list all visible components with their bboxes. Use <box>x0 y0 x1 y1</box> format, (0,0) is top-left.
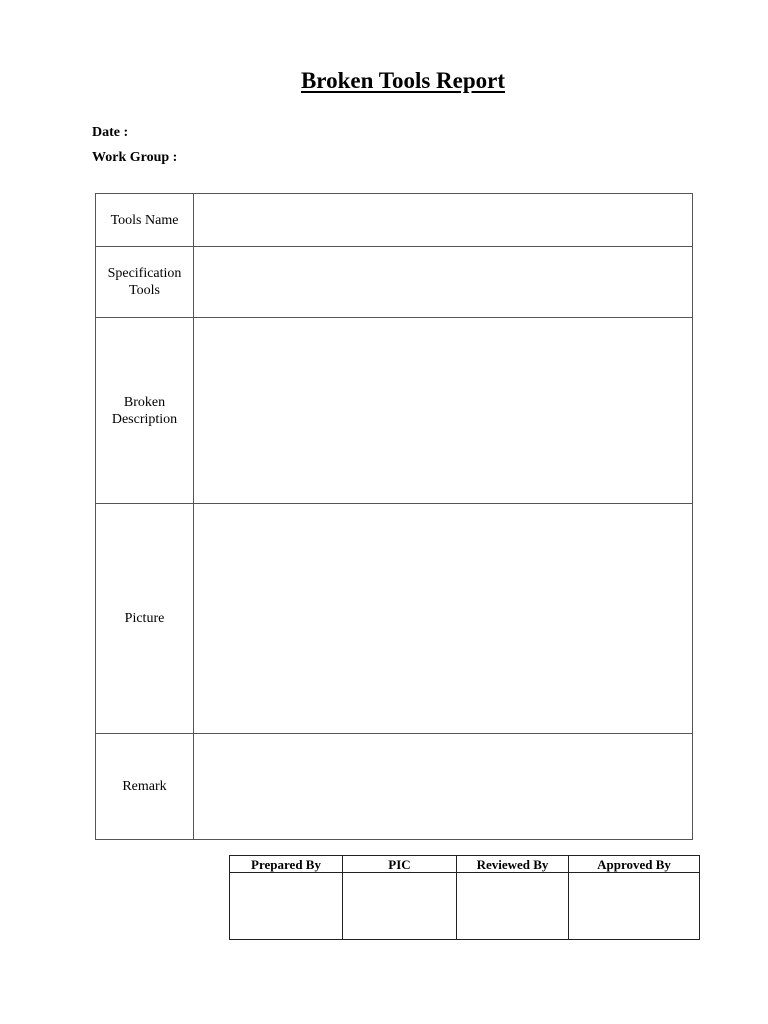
remark-field[interactable] <box>194 734 693 840</box>
row-broken-description <box>96 318 693 504</box>
specification-tools-label <box>96 247 194 318</box>
broken-description-label-line2: Description <box>111 411 178 427</box>
specification-tools-label-line1: Specification <box>107 266 182 281</box>
tools-name-label-line1: Tools Name <box>110 212 179 228</box>
signature-header-row <box>230 856 700 873</box>
broken-description-label <box>96 318 194 504</box>
broken-description-label-line1: Broken <box>123 394 166 410</box>
broken-description-field[interactable] <box>194 318 693 504</box>
row-tools-name <box>96 194 693 247</box>
prepared-by-header: Prepared By <box>230 856 343 873</box>
page-title: Broken Tools Report <box>300 68 506 93</box>
reviewed-by-header: Reviewed By <box>457 856 569 873</box>
prepared-by-signature-field[interactable] <box>230 873 343 940</box>
remark-label <box>96 734 194 840</box>
date-label: Date : <box>92 125 129 140</box>
signature-table <box>229 855 700 940</box>
row-picture <box>96 504 693 734</box>
tools-name-label <box>96 194 194 247</box>
pic-header: PIC <box>343 856 457 873</box>
work-group-label: Work Group : <box>92 150 178 165</box>
picture-label <box>96 504 194 734</box>
specification-tools-field[interactable] <box>194 247 693 318</box>
pic-signature-field[interactable] <box>343 873 457 940</box>
reviewed-by-signature-field[interactable] <box>457 873 569 940</box>
row-specification-tools <box>96 247 693 318</box>
approved-by-signature-field[interactable] <box>569 873 700 940</box>
remark-label-line1: Remark <box>122 779 167 794</box>
row-remark <box>96 734 693 840</box>
report-table <box>95 193 693 840</box>
signature-row <box>230 873 700 940</box>
approved-by-header: Approved By <box>569 856 700 873</box>
picture-label-line1: Picture <box>124 611 165 626</box>
tools-name-field[interactable] <box>194 194 693 247</box>
specification-tools-label-line2: Tools <box>129 283 160 298</box>
picture-field[interactable] <box>194 504 693 734</box>
